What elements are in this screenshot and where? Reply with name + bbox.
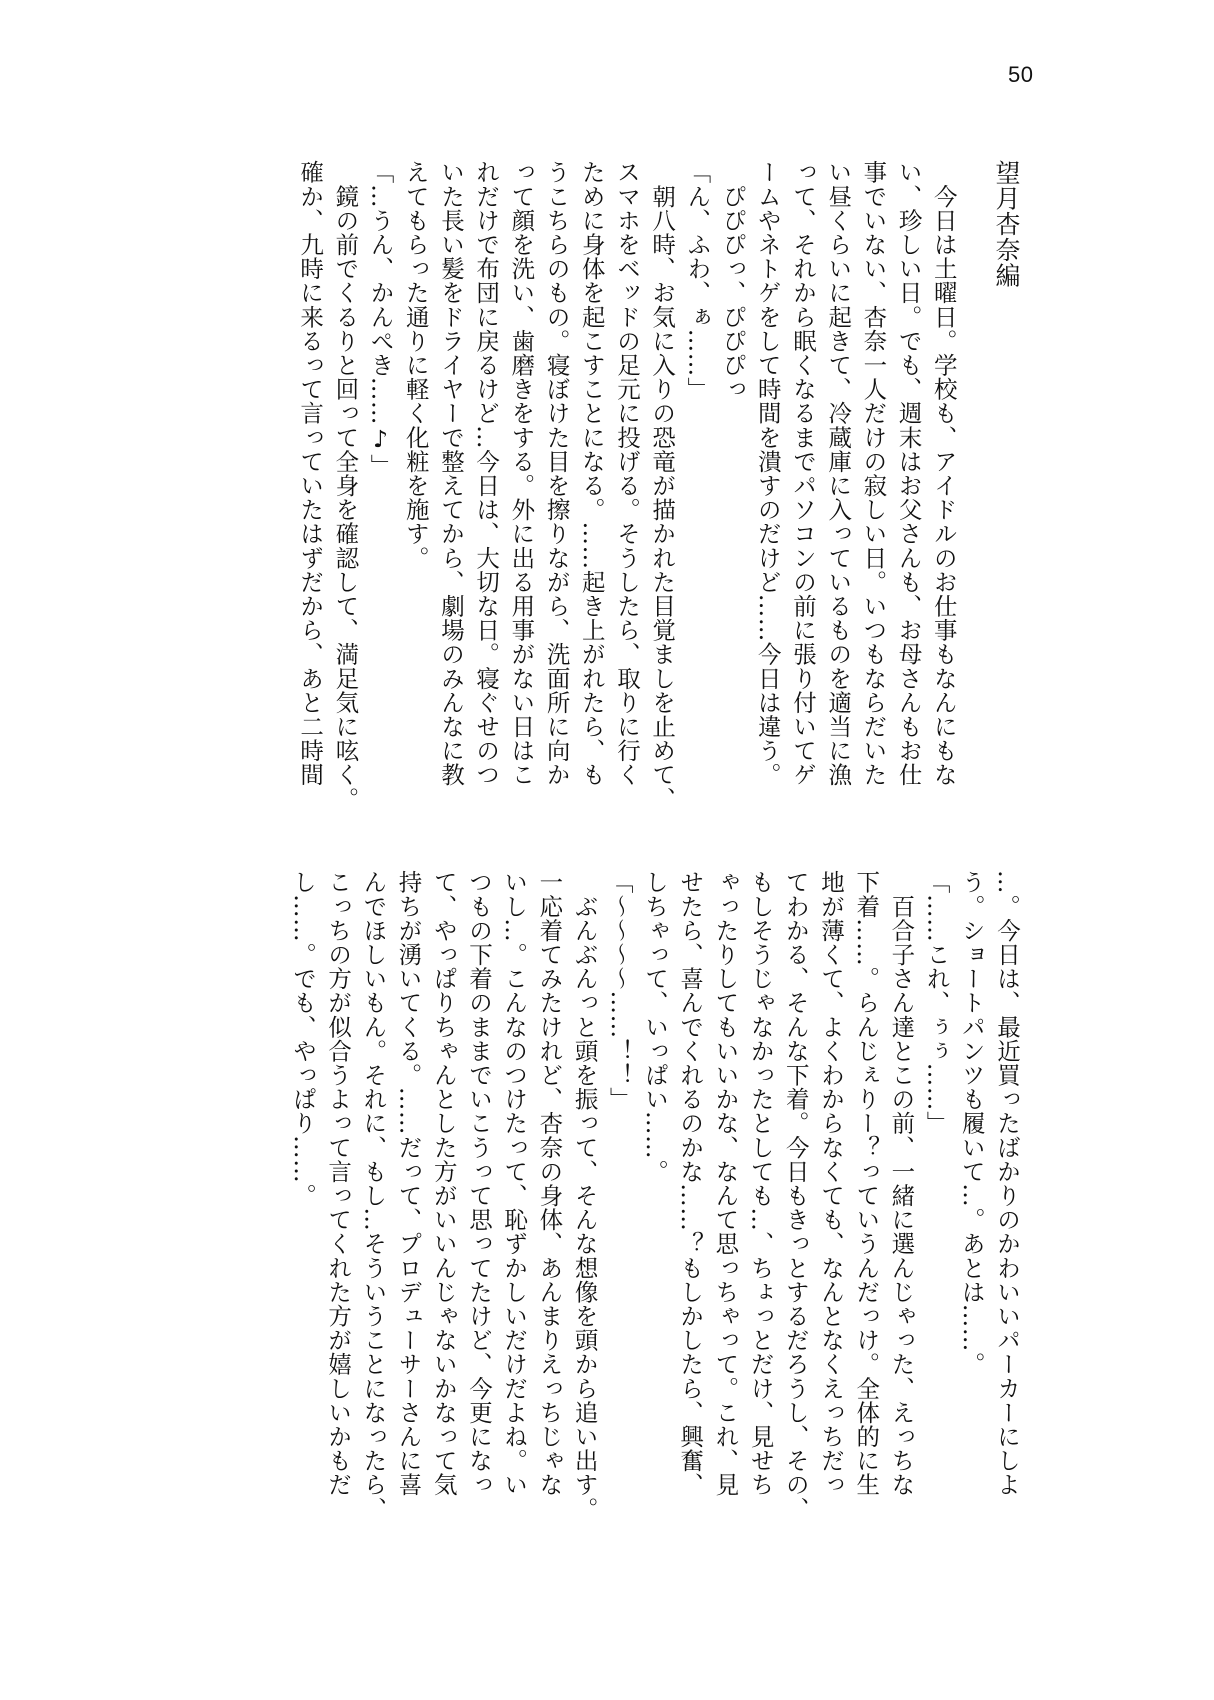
text-column: いた長い髪をドライヤーで整えてから、劇場のみんなに教 <box>436 160 465 787</box>
text-column: 事でいない、杏奈一人だけの寂しい日。いつもならだいた <box>859 160 888 787</box>
text-column: 鏡の前でくるりと回って全身を確認して、満足気に呟く。 <box>331 160 360 811</box>
text-column: って顔を洗い、歯磨きをする。外に出る用事がない日はこ <box>507 160 536 787</box>
lower-text-block <box>285 870 1024 1550</box>
text-column: ームやネトゲをして時間を潰すのだけど……今日は違う。 <box>753 160 782 787</box>
text-column: 一応着てみたけれど、杏奈の身体、あんまりえっちじゃな <box>535 870 564 1497</box>
text-column: う。ショートパンツも履いて…。あとは……。 <box>957 870 986 1377</box>
text-column: い昼くらいに起きて、冷蔵庫に入っているものを適当に漁 <box>824 160 853 787</box>
text-column: スマホをベッドの足元に投げる。そうしたら、取りに行く <box>612 160 641 787</box>
text-column: 下着……。らんじぇりー？っていうんだっけ。全体的に生 <box>852 870 881 1497</box>
text-column: いし…。こんなのつけたって、恥ずかしいだけだよね。い <box>500 870 529 1497</box>
text-column: もしそうじゃなかったとしても…、ちょっとだけ、見せち <box>746 870 775 1497</box>
text-column: うこちらのもの。寝ぼけた目を擦りながら、洗面所に向か <box>542 160 571 787</box>
upper-text-block <box>292 160 1024 820</box>
text-column: 百合子さん達とこの前、一緒に選んじゃった、えっちな <box>887 870 916 1497</box>
text-column: しちゃって、いっぱい……。 <box>640 870 669 1184</box>
text-column: ぶんぶんっと頭を振って、そんな想像を頭から追い出す。 <box>570 870 599 1521</box>
text-column: つもの下着のままでいこうって思ってたけど、今更になっ <box>464 870 493 1497</box>
text-column: 今日は土曜日。学校も、アイドルのお仕事もなんにもな <box>929 160 958 787</box>
text-column: …。今日は、最近買ったばかりのかわいいパーカーにしよ <box>993 870 1021 1497</box>
page-number: 50 <box>1008 62 1034 87</box>
text-column: こっちの方が似合うよって言ってくれた方が嬉しいかもだ <box>324 870 353 1497</box>
text-column: い、珍しい日。でも、週末はお父さんも、お母さんもお仕 <box>894 160 923 787</box>
text-column: えてもらった通りに軽く化粧を施す。 <box>401 160 430 570</box>
text-column: 「……これ、ぅぅ……」 <box>922 870 951 1136</box>
text-column: てわかる、そんな下着。今日もきっとするだろうし、その、 <box>781 870 810 1521</box>
text-column: ぴぴぴっ、ぴぴぴっ <box>718 160 747 401</box>
text-column: し……。でも、やっぱり……。 <box>288 870 317 1208</box>
text-column: って、それから眠くなるまでパソコンの前に張り付いてゲ <box>788 160 817 787</box>
text-column: 地が薄くて、よくわからなくても、なんとなくえっちだっ <box>816 870 845 1497</box>
text-column: 確か、九時に来るって言っていたはずだから、あと二時間 <box>296 160 325 787</box>
text-column: 朝八時、お気に入りの恐竜が描かれた目覚ましを止めて、 <box>648 160 677 811</box>
text-column: 「…うん、かんぺき……♪」 <box>366 160 395 478</box>
text-column: れだけで布団に戻るけど…今日は、大切な日。寝ぐせのつ <box>472 160 501 787</box>
text-column: んでほしいもん。それに、もし…そういうことになったら、 <box>359 870 388 1521</box>
text-column: て、やっぱりちゃんとした方がいいんじゃないかなって気 <box>429 870 458 1497</box>
chapter-title: 望月杏奈編 <box>992 160 1021 288</box>
text-column: せたら、喜んでくれるのかな……？もしかしたら、興奮、 <box>676 870 705 1497</box>
text-column: ために身体を起こすことになる。……起き上がれたら、も <box>577 160 606 787</box>
text-column: 「〜〜〜〜……！！」 <box>605 870 634 1111</box>
text-column: 持ちが湧いてくる。……だって、プロデューサーさんに喜 <box>394 870 423 1497</box>
text-column: 「ん、ふわ、ぁ……」 <box>683 160 712 401</box>
text-column: ゃったりしてもいいかな、なんて思っちゃって。これ、見 <box>711 870 740 1497</box>
